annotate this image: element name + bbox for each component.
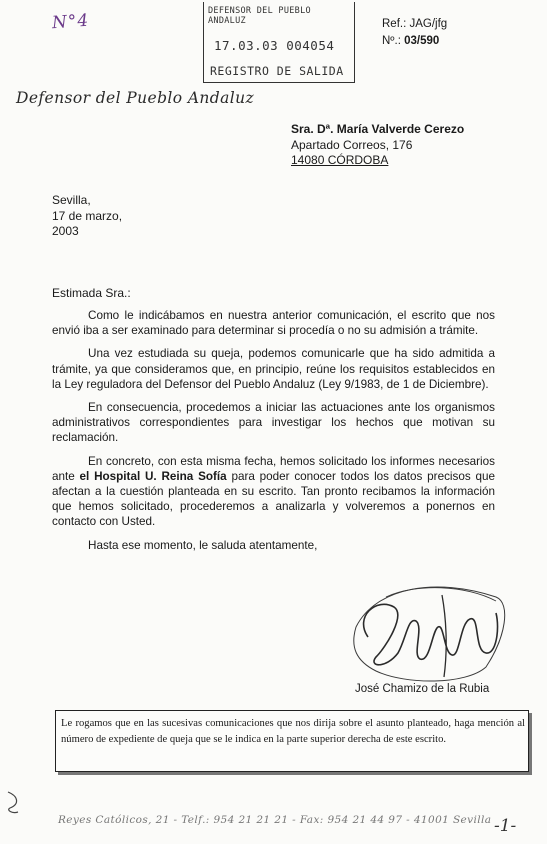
notice-box <box>55 710 529 772</box>
date-day-month: 17 de marzo, <box>52 208 123 223</box>
handwritten-signature <box>346 577 516 687</box>
addressee-block <box>291 122 464 169</box>
addressee-line2: 14080 CÓRDOBA <box>291 153 389 167</box>
addressee-name: Sra. Dª. María Valverde Cerezo <box>291 122 465 136</box>
stamp-header: DEFENSOR DEL PUEBLO ANDALUZ <box>208 6 311 26</box>
paragraph-4 <box>52 454 495 530</box>
date-year: 2003 <box>52 224 79 238</box>
margin-mark <box>4 790 24 816</box>
paragraph-3: En consecuencia, procedemos a iniciar las actuaciones ante los organismos administrativos correspondientes para investigar los hechos que motivan su reclamación. <box>52 401 495 445</box>
page-number: -1- <box>494 816 517 836</box>
place-date <box>52 193 122 240</box>
notice-text: Le rogamos que en las sucesivas comunicaciones que nos dirija sobre el asunto planteado, haga mención al número de expediente de queja que se le indica en la parte superior derecha de este escrito. <box>61 718 525 745</box>
num-label: Nº.: <box>382 35 401 47</box>
addressee-line1: Apartado Correos, 176 <box>291 137 413 152</box>
footer-address: Reyes Católicos, 21 - Telf.: 954 21 21 21 - Fax: 954 21 44 97 - 41001 Sevilla <box>58 814 492 826</box>
letter-body <box>52 308 495 561</box>
institution-logo: Defensor del Pueblo Andaluz <box>16 89 255 107</box>
paragraph-4-end: para poder conocer todos los datos precisos que afectan a la cuestión planteada en su escrito. Tan pronto recibamos la información que hemos solicitado, procederemos a analizarla y volveremos a ponernos en contacto con Usted. <box>52 469 495 529</box>
ref-line <box>382 16 447 33</box>
reference-block <box>382 16 447 50</box>
salutation: Estimada Sra.: <box>52 286 131 300</box>
hospital-name: el Hospital U. Reina Sofía <box>79 469 227 483</box>
num-value: 03/590 <box>404 35 440 47</box>
ref-value: JAG/jfg <box>409 18 448 30</box>
stamp-label: REGISTRO DE SALIDA <box>210 64 344 78</box>
paragraph-2: Una vez estudiada su queja, podemos comunicarle que ha sido admitida a trámite, ya que consideramos que, en principio, reúne los requisitos establecidos en la Ley reguladora del Defensor del Pueblo Andaluz (Ley 9/1983, de 1 de Diciembre). <box>52 347 495 391</box>
paragraph-1: Como le indicábamos en nuestra anterior comunicación, el escrito que nos envió iba a ser examinado para determinar si procedía o no su admisión a trámite. <box>52 309 495 338</box>
paragraph-5: Hasta ese momento, le saluda atentamente, <box>88 538 318 552</box>
num-line <box>382 33 447 50</box>
stamp-number: 17.03.03 004054 <box>214 38 335 53</box>
registry-stamp <box>203 2 355 83</box>
handwritten-note: N°4 <box>51 10 90 34</box>
ref-label: Ref.: <box>382 18 407 30</box>
date-city: Sevilla, <box>52 193 91 207</box>
signer-name: José Chamizo de la Rubia <box>355 683 490 695</box>
paragraph-4-start: En concreto, con esta misma fecha, hemos solicitado los informes necesarios ante <box>52 454 495 483</box>
